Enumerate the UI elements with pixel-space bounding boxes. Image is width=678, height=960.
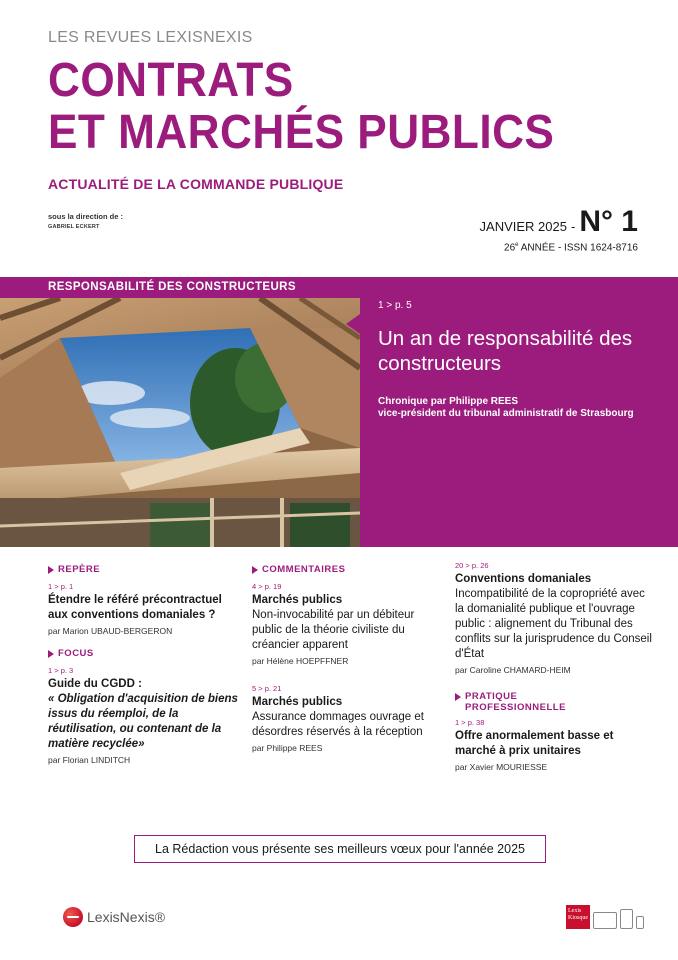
article-item	[48, 666, 240, 765]
year-suffix: e	[515, 242, 519, 248]
kiosk-devices	[566, 905, 644, 929]
kiosk-badge-line2: Kiosque	[568, 915, 588, 921]
article-title: Conventions domaniales	[455, 573, 592, 585]
section-label: FOCUS	[58, 648, 94, 659]
article-ref: 1 > p. 38	[455, 718, 485, 727]
issn-line	[504, 242, 638, 253]
article-author: par Hélène HOEPFFNER	[252, 656, 349, 666]
series-name: LES REVUES LEXISNEXIS	[48, 29, 253, 46]
article-author: par Caroline CHAMARD-HEIM	[455, 665, 571, 675]
article-author: par Marion UBAUD-BERGERON	[48, 626, 173, 636]
column-right	[455, 561, 655, 784]
column-middle	[252, 564, 444, 765]
feature-section-label: RESPONSABILITÉ DES CONSTRUCTEURS	[0, 277, 360, 298]
article-item	[252, 684, 444, 753]
tablet-icon	[620, 909, 633, 929]
issue-number: N° 1	[579, 205, 638, 238]
section-commentaires	[252, 564, 444, 575]
cover-photo-illustration	[0, 298, 360, 547]
cover-feature	[0, 277, 678, 547]
triangle-icon	[48, 566, 54, 574]
desktop-icon	[593, 912, 617, 929]
article-item	[252, 582, 444, 666]
section-label	[465, 691, 566, 713]
section-label: COMMENTAIRES	[262, 564, 346, 575]
panel-pointer	[346, 314, 360, 334]
lexisnexis-logo-icon	[63, 907, 83, 927]
issue-info	[480, 206, 638, 238]
kiosk-badge	[566, 905, 590, 929]
article-ref: 4 > p. 19	[252, 582, 282, 591]
section-pratique-professionnelle	[455, 691, 655, 713]
article-ref: 5 > p. 21	[252, 684, 282, 693]
journal-subtitle: ACTUALITÉ DE LA COMMANDE PUBLIQUE	[48, 176, 344, 192]
feature-ref: 1 > p. 5	[378, 300, 412, 311]
article-ref: 1 > p. 1	[48, 582, 74, 591]
article-author: par Florian LINDITCH	[48, 755, 131, 765]
column-left	[48, 564, 240, 777]
article-item	[455, 718, 655, 772]
issue-separator: -	[570, 219, 576, 234]
issn-text: ANNÉE - ISSN 1624-8716	[518, 242, 638, 254]
article-author: par Philippe REES	[252, 743, 323, 753]
feature-headline: Un an de responsabilité des constructeurs	[378, 327, 633, 375]
journal-title-line2: ET MARCHÉS PUBLICS	[48, 106, 555, 159]
article-description: Non-invocabilité par un débiteur public de la théorie civiliste du créancier apparent	[252, 609, 415, 651]
article-description: Incompatibilité de la copropriété avec la domanialité publique et l'ouvrage public : alignement du Tribunal des conflits sur la jurisprudence du Conseil d'État	[455, 588, 652, 660]
journal-title	[48, 55, 554, 159]
greeting-box: La Rédaction vous présente ses meilleurs vœux pour l'année 2025	[134, 835, 546, 863]
director-name: GABRIEL ECKERT	[48, 224, 100, 230]
cover-photo	[0, 298, 360, 547]
article-item	[48, 582, 240, 636]
article-ref: 1 > p. 3	[48, 666, 74, 675]
section-focus	[48, 648, 240, 659]
article-author: par Xavier MOURIESSE	[455, 762, 548, 772]
feature-author-role: vice-président du tribunal administratif de Strasbourg	[378, 408, 634, 419]
article-item	[455, 561, 655, 675]
triangle-icon	[48, 650, 54, 658]
feature-panel	[360, 277, 678, 547]
feature-author: Chronique par Philippe REES	[378, 396, 519, 407]
article-title: Étendre le référé précontractuel aux conventions domaniales ?	[48, 594, 222, 621]
article-title: Marchés publics	[252, 696, 343, 708]
article-title: Guide du CGDD :	[48, 678, 142, 690]
article-title: Marchés publics	[252, 594, 343, 606]
triangle-icon	[252, 566, 258, 574]
publisher-logo	[63, 907, 165, 927]
section-label: REPÈRE	[58, 564, 101, 575]
kiosk-badge-line1: Lexis	[568, 908, 582, 914]
journal-title-line1: CONTRATS	[48, 54, 294, 107]
feature-byline	[378, 396, 678, 420]
section-label-line1: PRATIQUE	[465, 691, 518, 702]
publisher-name: LexisNexis®	[87, 909, 166, 925]
issue-date: JANVIER 2025	[479, 219, 567, 234]
article-description: Assurance dommages ouvrage et désordres réservés à la réception	[252, 711, 424, 738]
year-number: 26	[504, 242, 516, 254]
phone-icon	[636, 916, 644, 929]
section-repere	[48, 564, 240, 575]
article-title: Offre anormalement basse et marché à prix unitaires	[455, 730, 614, 757]
section-label-line2: PROFESSIONNELLE	[465, 702, 566, 713]
article-subtitle: « Obligation d'acquisition de biens issus du réemploi, de la réutilisation, ou contenant de la matière recyclée»	[48, 693, 238, 750]
article-ref: 20 > p. 26	[455, 561, 489, 570]
triangle-icon	[455, 693, 461, 701]
direction-label: sous la direction de :	[48, 212, 124, 221]
